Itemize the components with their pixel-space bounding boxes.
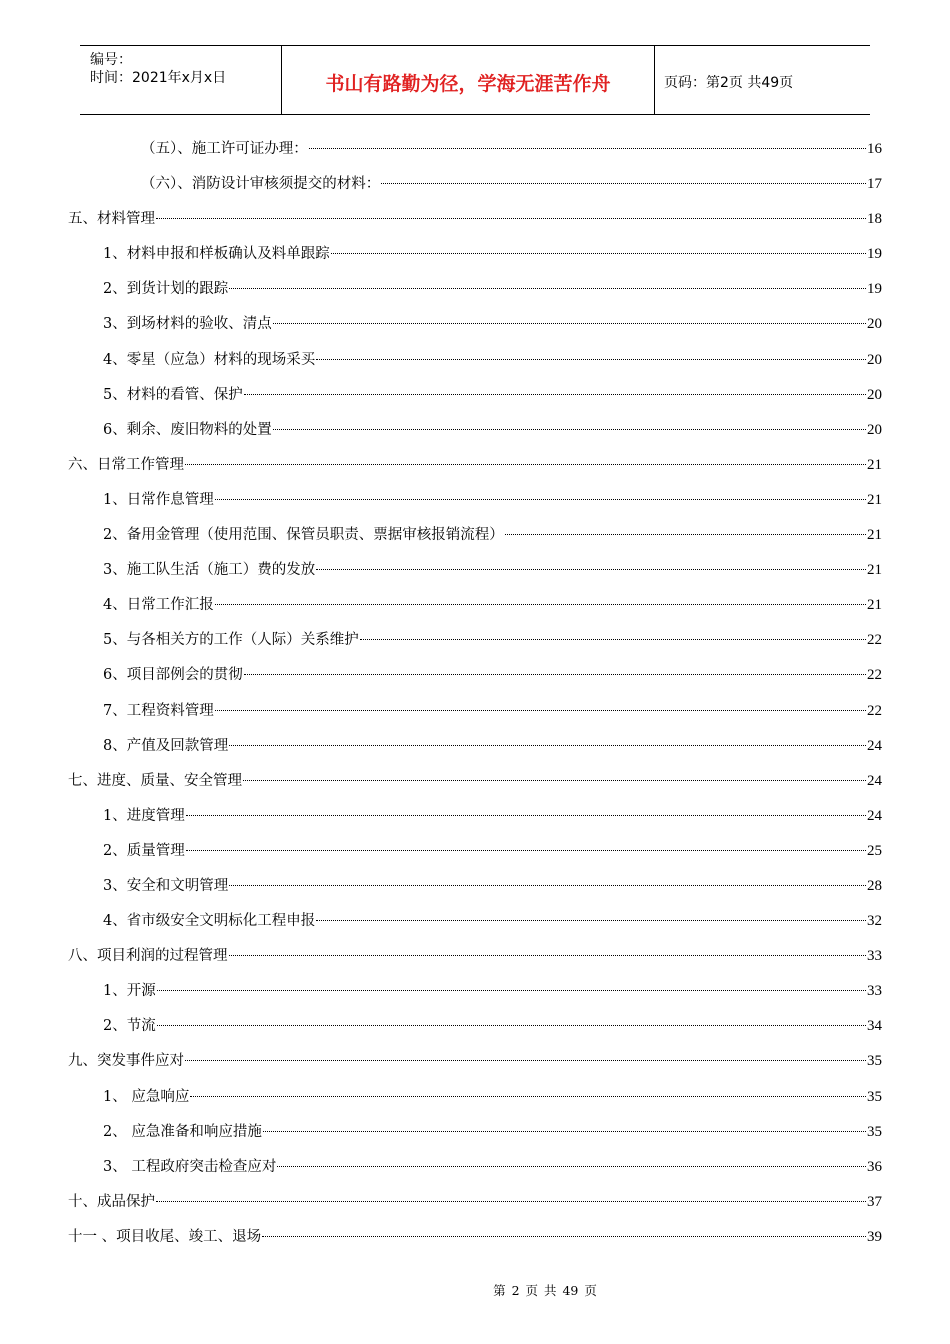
toc-dot-leader bbox=[229, 885, 866, 886]
toc-entry-page: 24 bbox=[867, 772, 882, 789]
toc-entry[interactable] bbox=[68, 1044, 882, 1079]
toc-entry-title: 八、项目利润的过程管理 bbox=[68, 948, 228, 965]
toc-entry-page: 20 bbox=[867, 316, 882, 333]
toc-entry-title: 十、成品保护 bbox=[68, 1193, 155, 1210]
toc-entry[interactable] bbox=[68, 834, 882, 869]
toc-entry-page: 33 bbox=[867, 948, 882, 965]
toc-entry-page: 34 bbox=[867, 1018, 882, 1035]
toc-entry-title: 4、日常工作汇报 bbox=[103, 597, 214, 614]
toc-dot-leader bbox=[156, 218, 866, 219]
toc-entry[interactable] bbox=[68, 202, 882, 237]
toc-dot-leader bbox=[156, 1201, 866, 1202]
toc-entry-title: 3、 工程政府突击检查应对 bbox=[103, 1158, 277, 1175]
toc-entry[interactable] bbox=[68, 974, 882, 1009]
toc-entry[interactable] bbox=[68, 553, 882, 588]
toc-dot-leader bbox=[505, 534, 866, 535]
toc-entry[interactable] bbox=[68, 132, 882, 167]
toc-entry-title: 2、备用金管理（使用范围、保管员职责、票据审核报销流程） bbox=[103, 527, 504, 544]
toc-entry-title: （六）、消防设计审核须提交的材料： bbox=[141, 176, 381, 193]
table-of-contents bbox=[68, 132, 882, 1255]
toc-dot-leader bbox=[157, 1025, 866, 1026]
toc-entry-page: 20 bbox=[867, 351, 882, 368]
toc-dot-leader bbox=[273, 429, 866, 430]
toc-entry[interactable] bbox=[68, 378, 882, 413]
toc-dot-leader bbox=[229, 745, 866, 746]
toc-dot-leader bbox=[215, 604, 866, 605]
toc-entry[interactable] bbox=[68, 343, 882, 378]
toc-entry-title: 1、日常作息管理 bbox=[103, 491, 214, 508]
toc-entry-title: 1、进度管理 bbox=[103, 807, 185, 824]
toc-dot-leader bbox=[185, 1060, 866, 1061]
toc-entry-page: 21 bbox=[867, 491, 882, 508]
toc-entry-title: 1、开源 bbox=[103, 983, 156, 1000]
toc-entry-title: 2、节流 bbox=[103, 1018, 156, 1035]
toc-entry[interactable] bbox=[68, 1080, 882, 1115]
toc-entry-page: 21 bbox=[867, 527, 882, 544]
toc-dot-leader bbox=[215, 710, 866, 711]
toc-entry-page: 21 bbox=[867, 562, 882, 579]
toc-entry-page: 39 bbox=[867, 1228, 882, 1245]
toc-dot-leader bbox=[244, 394, 866, 395]
toc-entry-title: 4、省市级安全文明标化工程申报 bbox=[103, 913, 316, 930]
toc-entry-page: 35 bbox=[867, 1123, 882, 1140]
toc-entry-title: （五）、施工许可证办理： bbox=[141, 141, 308, 157]
toc-entry[interactable] bbox=[68, 939, 882, 974]
header-motto-text: 书山有路勤为径，学海无涯苦作舟 bbox=[325, 72, 611, 95]
header-date-label: 时间：2021年x月x日 bbox=[90, 70, 227, 86]
toc-entry-title: 5、与各相关方的工作（人际）关系维护 bbox=[103, 632, 359, 649]
toc-entry-page: 18 bbox=[867, 211, 882, 228]
toc-entry[interactable] bbox=[68, 1150, 882, 1185]
toc-entry-page: 36 bbox=[867, 1158, 882, 1175]
toc-entry[interactable] bbox=[68, 1220, 882, 1255]
toc-entry-title: 3、施工队生活（施工）费的发放 bbox=[103, 562, 316, 579]
toc-entry[interactable] bbox=[68, 694, 882, 729]
toc-entry-page: 17 bbox=[867, 176, 882, 193]
toc-dot-leader bbox=[316, 359, 866, 360]
toc-entry[interactable] bbox=[68, 413, 882, 448]
toc-entry-page: 22 bbox=[867, 702, 882, 719]
toc-dot-leader bbox=[360, 639, 866, 640]
toc-dot-leader bbox=[229, 288, 866, 289]
toc-dot-leader bbox=[157, 990, 866, 991]
toc-entry-page: 20 bbox=[867, 386, 882, 403]
toc-dot-leader bbox=[243, 780, 866, 781]
toc-entry-title: 九、突发事件应对 bbox=[68, 1053, 184, 1070]
toc-dot-leader bbox=[273, 323, 866, 324]
header-page-info-text: 页码：第2页 共49页 bbox=[664, 75, 794, 91]
toc-dot-leader bbox=[262, 1236, 866, 1237]
toc-dot-leader bbox=[229, 955, 867, 956]
toc-entry[interactable] bbox=[68, 483, 882, 518]
toc-entry-title: 七、进度、质量、安全管理 bbox=[68, 772, 242, 789]
toc-entry-title: 2、 应急准备和响应措施 bbox=[103, 1123, 262, 1140]
toc-dot-leader bbox=[190, 1096, 866, 1097]
toc-entry[interactable] bbox=[68, 167, 882, 202]
toc-entry-page: 19 bbox=[867, 246, 882, 263]
toc-entry-title: 十一 、项目收尾、竣工、退场 bbox=[68, 1228, 262, 1245]
toc-entry-page: 22 bbox=[867, 632, 882, 649]
header-meta bbox=[80, 46, 282, 114]
toc-entry-title: 六、日常工作管理 bbox=[68, 456, 184, 473]
toc-entry-title: 6、项目部例会的贯彻 bbox=[103, 667, 243, 684]
toc-entry-title: 2、到货计划的跟踪 bbox=[103, 281, 229, 298]
toc-entry[interactable] bbox=[68, 799, 882, 834]
toc-entry-title: 1、 应急响应 bbox=[103, 1088, 190, 1105]
toc-dot-leader bbox=[186, 850, 866, 851]
toc-entry-title: 8、产值及回款管理 bbox=[103, 737, 229, 754]
toc-entry-page: 21 bbox=[867, 456, 882, 473]
toc-entry[interactable] bbox=[68, 448, 882, 483]
toc-dot-leader bbox=[215, 499, 866, 500]
toc-entry-page: 28 bbox=[867, 877, 882, 894]
toc-entry-page: 24 bbox=[867, 737, 882, 754]
toc-entry-page: 21 bbox=[867, 597, 882, 614]
toc-entry-page: 16 bbox=[867, 141, 882, 157]
toc-entry[interactable] bbox=[68, 588, 882, 623]
toc-entry-title: 5、材料的看管、保护 bbox=[103, 386, 243, 403]
toc-dot-leader bbox=[263, 1131, 866, 1132]
header-motto bbox=[282, 46, 655, 114]
header-page-info bbox=[655, 46, 870, 114]
toc-dot-leader bbox=[381, 183, 866, 184]
toc-dot-leader bbox=[316, 569, 866, 570]
toc-entry-title: 7、工程资料管理 bbox=[103, 702, 214, 719]
toc-entry[interactable] bbox=[68, 658, 882, 693]
toc-entry-page: 32 bbox=[867, 913, 882, 930]
toc-entry-page: 33 bbox=[867, 983, 882, 1000]
toc-entry-page: 24 bbox=[867, 807, 882, 824]
toc-entry[interactable] bbox=[68, 237, 882, 272]
toc-entry-page: 25 bbox=[867, 842, 882, 859]
toc-entry[interactable] bbox=[68, 1009, 882, 1044]
toc-entry-title: 3、安全和文明管理 bbox=[103, 877, 229, 894]
page-header bbox=[80, 45, 870, 115]
toc-entry[interactable] bbox=[68, 764, 882, 799]
toc-entry[interactable] bbox=[68, 518, 882, 553]
toc-entry[interactable] bbox=[68, 729, 882, 764]
toc-entry[interactable] bbox=[68, 623, 882, 658]
footer-page-number: 第 2 页 共 49 页 bbox=[493, 1283, 597, 1298]
page-footer bbox=[0, 1281, 950, 1299]
toc-entry[interactable] bbox=[68, 307, 882, 342]
toc-entry[interactable] bbox=[68, 1115, 882, 1150]
toc-dot-leader bbox=[277, 1166, 866, 1167]
toc-entry-title: 3、到场材料的验收、清点 bbox=[103, 316, 272, 333]
toc-entry-title: 6、剩余、废旧物料的处置 bbox=[103, 421, 272, 438]
header-number-label: 编号： bbox=[90, 52, 132, 68]
toc-dot-leader bbox=[309, 148, 866, 149]
toc-dot-leader bbox=[186, 815, 866, 816]
toc-entry-page: 22 bbox=[867, 667, 882, 684]
toc-entry-title: 4、零星（应急）材料的现场采买 bbox=[103, 351, 316, 368]
toc-entry-page: 37 bbox=[867, 1193, 882, 1210]
toc-entry-title: 2、质量管理 bbox=[103, 842, 185, 859]
toc-dot-leader bbox=[331, 253, 866, 254]
toc-entry[interactable] bbox=[68, 904, 882, 939]
toc-entry-page: 35 bbox=[867, 1053, 882, 1070]
toc-entry[interactable] bbox=[68, 272, 882, 307]
toc-entry-page: 20 bbox=[867, 421, 882, 438]
toc-entry-page: 19 bbox=[867, 281, 882, 298]
toc-entry-title: 五、材料管理 bbox=[68, 211, 155, 228]
toc-entry[interactable] bbox=[68, 1185, 882, 1220]
toc-entry-title: 1、材料申报和样板确认及料单跟踪 bbox=[103, 246, 330, 263]
toc-dot-leader bbox=[244, 674, 866, 675]
toc-dot-leader bbox=[185, 464, 866, 465]
toc-entry-page: 35 bbox=[867, 1088, 882, 1105]
toc-entry[interactable] bbox=[68, 869, 882, 904]
toc-dot-leader bbox=[316, 920, 866, 921]
